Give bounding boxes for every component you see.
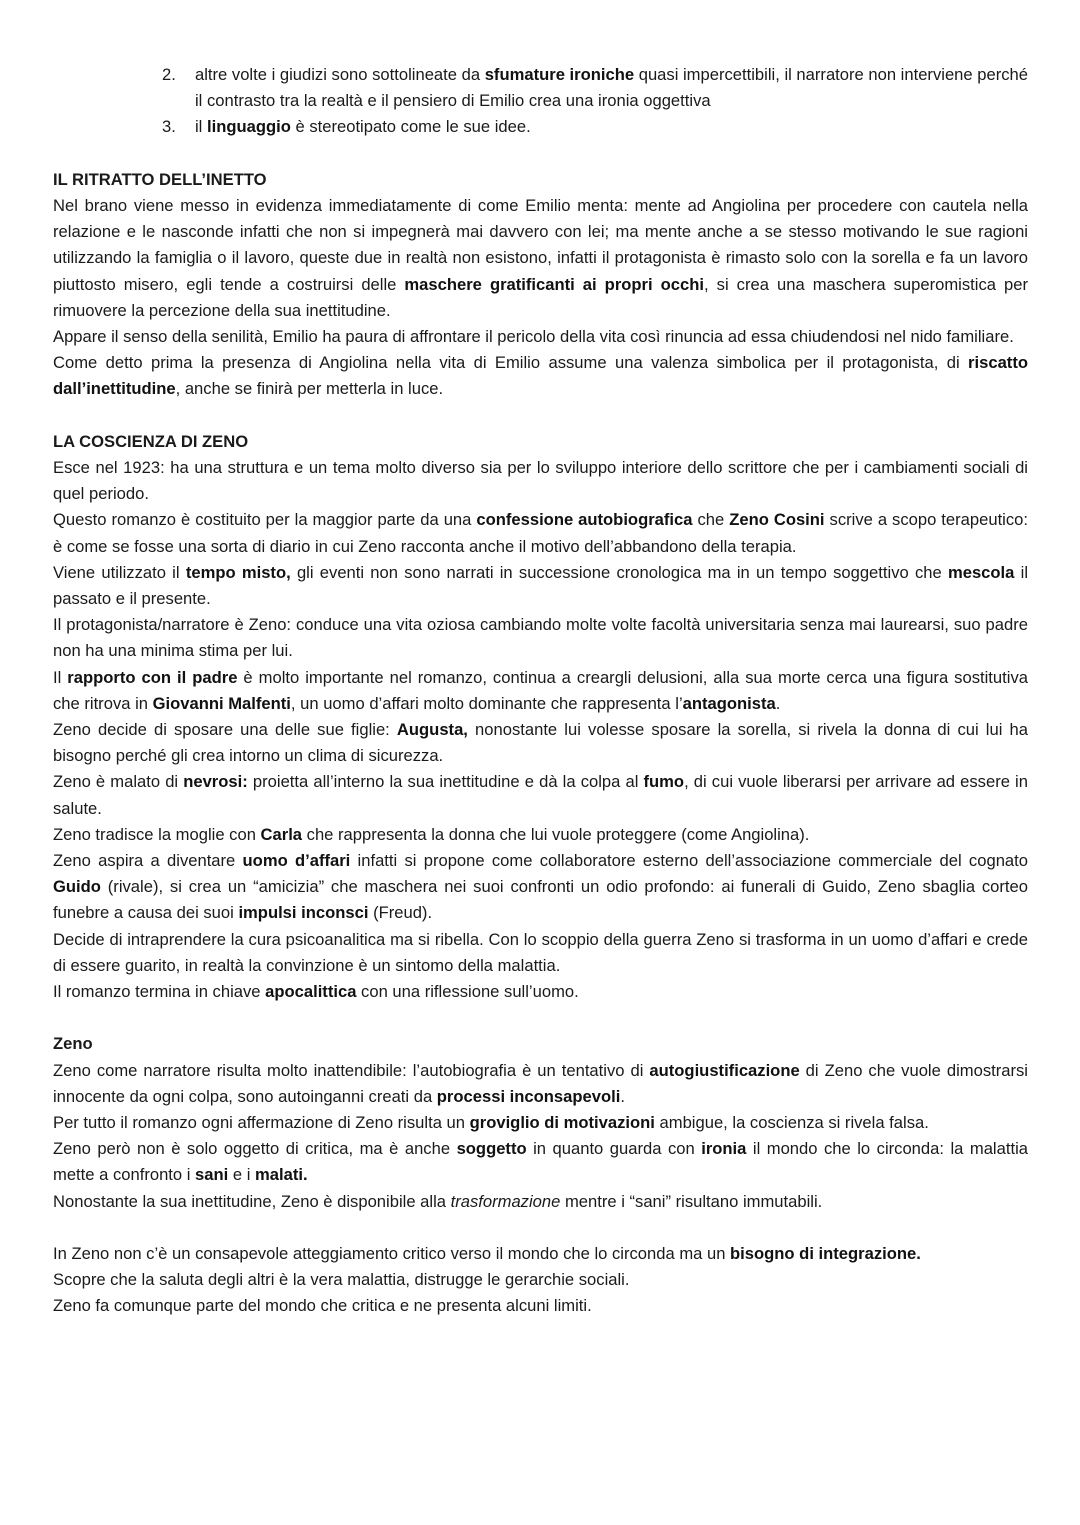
text-run: infatti si propone come collaboratore esterno dell’associazione commerciale del cognato bbox=[350, 851, 1028, 871]
paragraph bbox=[53, 560, 1028, 612]
text-run: nonostante lui volesse sposare la sorella, si rivela la donna di cui lui ha bisogno perché gli crea intorno un clima di sicurezza. bbox=[53, 720, 1028, 766]
text-run: Viene utilizzato il bbox=[53, 562, 186, 582]
text-run: Il protagonista/narratore è Zeno: conduce una vita oziosa cambiando molte volte facoltà universitaria senza mai laurearsi, suo padre non ha una minima stima per lui. bbox=[53, 615, 1028, 661]
text-run: Zeno aspira a diventare bbox=[53, 851, 243, 871]
bold-text: Giovanni Malfenti bbox=[152, 693, 291, 713]
bold-text: antagonista bbox=[682, 693, 776, 713]
italic-text: trasformazione bbox=[450, 1191, 561, 1211]
text-run: . bbox=[775, 693, 781, 713]
bold-text: malati. bbox=[255, 1165, 308, 1185]
text-run: quasi impercettibili, il narratore non interviene perché il contrasto tra la realtà e il pensiero di Emilio crea una ironia oggettiva bbox=[195, 65, 1028, 111]
text-run: Zeno tradisce la moglie con bbox=[53, 824, 261, 844]
text-run: che bbox=[692, 510, 730, 530]
text-run: Zeno come narratore risulta molto inattendibile: l’autobiografia è un tentativo di bbox=[53, 1060, 650, 1080]
text-run: Per tutto il romanzo ogni affermazione di Zeno risulta un bbox=[53, 1113, 470, 1133]
paragraph bbox=[53, 324, 1028, 350]
paragraph bbox=[53, 848, 1028, 927]
text-run: Come detto prima la presenza di Angiolina nella vita di Emilio assume una valenza simbolica per il protagonista, di bbox=[53, 353, 969, 373]
text-run: gli eventi non sono narrati in successione cronologica ma in un tempo soggettivo che bbox=[290, 562, 948, 582]
text-run: Appare il senso della senilità, Emilio ha paura di affrontare il pericolo della vita così rinuncia ad essa chiudendosi nel nido familiare. bbox=[53, 327, 1014, 347]
paragraph bbox=[53, 717, 1028, 769]
text-run: , anche se finirà per metterla in luce. bbox=[175, 379, 444, 399]
bold-text: riscatto dall’inettitudine bbox=[53, 353, 1028, 399]
bold-text: Zeno Cosini bbox=[729, 510, 825, 530]
text-run: il mondo che lo circonda: la malattia mette a confronto i bbox=[53, 1139, 1028, 1185]
bold-text: impulsi inconsci bbox=[238, 903, 369, 923]
text-run: , di cui vuole liberarsi per arrivare ad essere in salute. bbox=[53, 772, 1028, 818]
bold-text: sfumature ironiche bbox=[484, 65, 635, 84]
bold-text: Guido bbox=[53, 877, 101, 897]
text-run: ambigue, la coscienza si rivela falsa. bbox=[654, 1113, 929, 1133]
paragraph bbox=[53, 612, 1028, 664]
text-run: di Zeno che vuole dimostrarsi innocente da ogni colpa, sono autoinganni creati da bbox=[53, 1060, 1028, 1106]
paragraph bbox=[53, 822, 1028, 848]
paragraph bbox=[53, 1267, 1028, 1293]
text-run: Zeno è malato di bbox=[53, 772, 184, 792]
text-run: In Zeno non c’è un consapevole atteggiamento critico verso il mondo che lo circonda ma un bbox=[53, 1244, 731, 1264]
paragraph bbox=[53, 1189, 1028, 1215]
paragraph bbox=[53, 927, 1028, 979]
paragraph bbox=[53, 1110, 1028, 1136]
blank-line bbox=[53, 1005, 1028, 1031]
text-run: Zeno decide di sposare una delle sue figlie: bbox=[53, 720, 397, 740]
paragraph bbox=[53, 769, 1028, 821]
text-run: . bbox=[620, 1086, 625, 1106]
text-run: con una riflessione sull’uomo. bbox=[356, 982, 579, 1002]
paragraph bbox=[53, 1241, 1028, 1267]
bold-text: sani bbox=[195, 1165, 229, 1185]
blank-line bbox=[53, 403, 1028, 429]
list-item bbox=[53, 62, 1028, 114]
bold-text: tempo misto, bbox=[185, 562, 291, 582]
text-run: è stereotipato come le sue idee. bbox=[290, 117, 531, 137]
bold-text: ironia bbox=[701, 1139, 747, 1159]
section-heading: LA COSCIENZA DI ZENO bbox=[53, 431, 249, 451]
numbered-list bbox=[53, 62, 1028, 141]
blank-line bbox=[53, 141, 1028, 167]
bold-text: uomo d’affari bbox=[242, 851, 351, 871]
text-run: in quanto guarda con bbox=[526, 1139, 702, 1159]
text-run: Decide di intraprendere la cura psicoanalitica ma si ribella. Con lo scoppio della guerra Zeno si trasforma in un uomo d’affari e crede di essere guarito, in realtà la convinzione è un sintomo della malattia. bbox=[53, 929, 1028, 975]
bold-text: rapporto con il padre bbox=[67, 667, 238, 687]
paragraph bbox=[53, 1136, 1028, 1188]
bold-text: processi inconsapevoli bbox=[436, 1086, 621, 1106]
bold-text: groviglio di motivazioni bbox=[469, 1113, 655, 1133]
bold-text: linguaggio bbox=[206, 117, 291, 137]
bold-text: Augusta, bbox=[396, 720, 468, 740]
bold-text: soggetto bbox=[456, 1139, 527, 1159]
blank-line bbox=[53, 1215, 1028, 1241]
text-run: Il romanzo termina in chiave bbox=[53, 982, 266, 1002]
text-run: (Freud). bbox=[368, 903, 433, 923]
text-run: Nonostante la sua inettitudine, Zeno è disponibile alla bbox=[53, 1191, 451, 1211]
list-item-number: 3. bbox=[162, 117, 176, 137]
section-heading: IL RITRATTO DELL’INETTO bbox=[53, 169, 267, 189]
text-run: che rappresenta la donna che lui vuole proteggere (come Angiolina). bbox=[302, 824, 810, 844]
paragraph bbox=[53, 455, 1028, 507]
text-run: Il bbox=[53, 667, 68, 687]
text-run: mentre i “sani” risultano immutabili. bbox=[560, 1191, 823, 1211]
text-run: scrive a scopo terapeutico: è come se fosse una sorta di diario in cui Zeno racconta anche il motivo dell’abbandono della terapia. bbox=[53, 510, 1029, 556]
text-run: il bbox=[195, 117, 207, 137]
text-run: Zeno però non è solo oggetto di critica, ma è anche bbox=[53, 1139, 457, 1159]
bold-text: bisogno di integrazione. bbox=[730, 1244, 921, 1264]
section-heading: Zeno bbox=[53, 1034, 93, 1054]
paragraph bbox=[53, 1058, 1028, 1110]
text-run: il passato e il presente. bbox=[53, 562, 1029, 609]
paragraph bbox=[53, 507, 1028, 559]
text-run: Scopre che la saluta degli altri è la vera malattia, distrugge le gerarchie sociali. bbox=[53, 1270, 630, 1290]
bold-text: fumo bbox=[643, 772, 685, 792]
bold-text: nevrosi: bbox=[183, 772, 248, 792]
text-run: e i bbox=[228, 1165, 256, 1185]
paragraph bbox=[53, 193, 1028, 324]
list-item bbox=[53, 114, 1028, 140]
bold-text: maschere gratificanti ai propri occhi bbox=[404, 274, 704, 294]
bold-text: Carla bbox=[260, 824, 303, 844]
text-run: Nel brano viene messo in evidenza immediatamente di come Emilio menta: mente ad Angiolina per procedere con cautela nella relazione e le nasconde infatti che non si impegnerà mai davvero con lei; ma mente anche a se stesso motivando le sue ragioni utilizzando la famiglia o il lavoro, queste due in realtà non esistono, infatti il protagonista è rimasto solo con la sorella e fa un lavoro piuttosto misero, egli tende a costruirsi delle bbox=[53, 196, 1028, 294]
bold-text: autogiustificazione bbox=[649, 1060, 800, 1080]
bold-text: confessione autobiografica bbox=[476, 510, 693, 530]
paragraph bbox=[53, 665, 1028, 717]
bold-text: apocalittica bbox=[265, 982, 357, 1002]
text-run: Esce nel 1923: ha una struttura e un tema molto diverso sia per lo sviluppo interiore dello scrittore che per i cambiamenti sociali di quel periodo. bbox=[53, 458, 1028, 504]
text-run: è molto importante nel romanzo, continua a creargli delusioni, alla sua morte cerca una figura sostitutiva che ritrova in bbox=[53, 667, 1028, 713]
text-run: , si crea una maschera superomistica per rimuovere la percezione della sua inettitudine. bbox=[53, 274, 1028, 320]
document-page bbox=[53, 62, 1028, 1320]
text-run: Questo romanzo è costituito per la maggior parte da una bbox=[53, 510, 477, 530]
bold-text: mescola bbox=[947, 562, 1015, 582]
list-item-number: 2. bbox=[162, 65, 176, 84]
text-run: proietta all’interno la sua inettitudine e dà la colpa al bbox=[247, 772, 644, 792]
text-run: (rivale), si crea un “amicizia” che maschera nei suoi confronti un odio profondo: ai funerali di Guido, Zeno sbaglia corteo funebre a causa dei suoi bbox=[53, 877, 1028, 923]
paragraph bbox=[53, 979, 1028, 1005]
text-run: , un uomo d’affari molto dominante che rappresenta l’ bbox=[290, 693, 683, 713]
paragraph bbox=[53, 350, 1028, 402]
text-run: Zeno fa comunque parte del mondo che critica e ne presenta alcuni limiti. bbox=[53, 1296, 592, 1316]
text-run: altre volte i giudizi sono sottolineate da bbox=[195, 65, 485, 84]
paragraph bbox=[53, 1293, 1028, 1319]
